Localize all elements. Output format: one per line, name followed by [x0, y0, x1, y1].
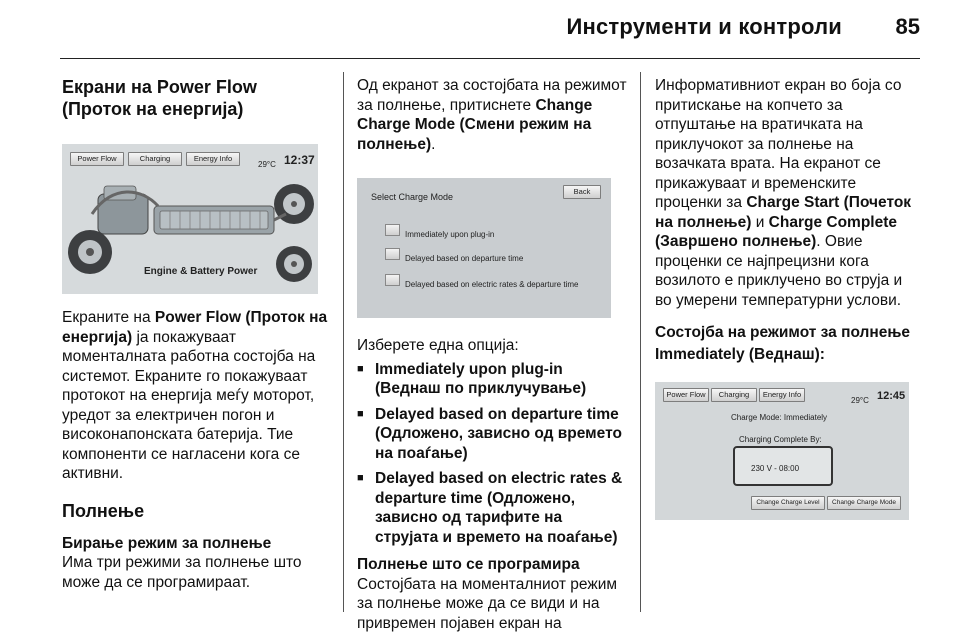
- option-label: Delayed based on electric rates & departure time: [405, 280, 579, 289]
- clock: 12:37: [284, 153, 315, 167]
- complete-by-label: Charging Complete By:: [739, 435, 822, 444]
- paragraph-modes: Има три режими за полнење што може да се програмираат.: [62, 554, 302, 591]
- para-part: и: [751, 213, 769, 231]
- list-item: ■ Immediately upon plug-in (Веднаш по приклучувањe): [357, 360, 627, 399]
- para-intro: Од екранот за состојбата на режимот за полнење, притиснете: [357, 77, 627, 114]
- option-checkbox: [385, 274, 400, 286]
- page-number: 85: [895, 14, 920, 39]
- list-item: ■ Delayed based on departure time (Одложено, зависно од времето на поаѓање): [357, 405, 627, 464]
- temperature: 29°C: [851, 396, 869, 405]
- para-bold-term: Charge Complete (Завршено полнење): [655, 213, 898, 250]
- option-checkbox: [385, 224, 400, 236]
- power-flow-screen-image: [62, 144, 318, 294]
- tab-energy-info: Energy Info: [186, 152, 240, 166]
- column-2: [357, 76, 627, 633]
- paragraph-power-flow: [62, 308, 330, 484]
- screen-caption: Engine & Battery Power: [144, 266, 258, 277]
- paragraph-programmed: Состојбата на моменталниот режим за полнење може да се види и на привремен појавен екран на: [357, 575, 618, 632]
- para-rest: ја покажуваат моменталната работна состојба на системот. Екраните го покажуваат протокот на енергија меѓу моторот, уредот за електричен погон и високонапонската батерија. Тие компоненти се нагласени кога се активни.: [62, 328, 316, 482]
- screen-title: Select Charge Mode: [371, 192, 454, 202]
- paragraph-change-mode: [357, 76, 627, 154]
- change-charge-mode-button: Change Charge Mode: [827, 496, 901, 510]
- option-label: Delayed based on departure time: [405, 254, 524, 263]
- para-bold-term: Change Charge Mode (Смени режим на полнење): [357, 96, 593, 153]
- charge-complete-value: 230 V - 08:00: [751, 464, 800, 473]
- charge-mode-label: Charge Mode: Immediately: [731, 413, 828, 422]
- tab-power-flow: Power Flow: [663, 388, 709, 402]
- select-charge-mode-screen-image: [357, 178, 611, 318]
- subheading-immediately: Состојба на режимот за полнење Immediately (Веднаш):: [655, 324, 911, 363]
- back-button: Back: [563, 185, 601, 199]
- option-list: [357, 360, 627, 548]
- para-bold-term: Charge Start (Почеток на полнење): [655, 194, 912, 231]
- tab-charging: Charging: [711, 388, 757, 402]
- choose-option-text: Изберете една опција:: [357, 337, 519, 354]
- page-header: [0, 0, 960, 60]
- column-divider-1: [343, 72, 344, 612]
- section-heading-power-flow: Екрани на Power Flow (Проток на енергија): [62, 77, 257, 119]
- tab-charging: Charging: [128, 152, 182, 166]
- subheading-programmed-charging: Полнење што се програмира: [357, 556, 580, 573]
- para-intro: Екраните на: [62, 309, 155, 326]
- column-3: [655, 76, 920, 520]
- option-checkbox: [385, 248, 400, 260]
- temperature: 29°C: [258, 160, 276, 169]
- header-title: Инструменти и контроли: [566, 14, 842, 39]
- tab-power-flow: Power Flow: [70, 152, 124, 166]
- clock: 12:45: [877, 390, 906, 402]
- paragraph-info-screen: [655, 76, 920, 310]
- para-bold-term: Power Flow (Проток на енергија): [62, 309, 328, 346]
- header-rule: [60, 58, 920, 59]
- subheading-select-mode: Бирање режим за полнење: [62, 534, 272, 552]
- option-label: Immediately upon plug-in: [405, 230, 495, 239]
- list-item: ■ Delayed based on electric rates & departure time (Одложено, зависно од тарифите на струјата и времето на поаѓање): [357, 469, 627, 547]
- para-end: .: [431, 135, 436, 153]
- section-heading-charging: Полнење: [62, 500, 145, 521]
- change-charge-level-button: Change Charge Level: [751, 496, 825, 510]
- column-divider-2: [640, 72, 641, 612]
- para-part: . Овие проценки се најпрецизни кога возилото е приклучено во струја и во умерени температурни услови.: [655, 233, 903, 309]
- column-1: [62, 76, 330, 592]
- charge-mode-immediately-screen-image: [655, 382, 909, 520]
- tab-energy-info: Energy Info: [759, 388, 805, 402]
- para-part: Информативниот екран во боја со притискање на копчето за отпуштање на вратичката на приклучокот за полнење на возачката врата. На екранот се прикажуваат и временските проценки за: [655, 77, 902, 211]
